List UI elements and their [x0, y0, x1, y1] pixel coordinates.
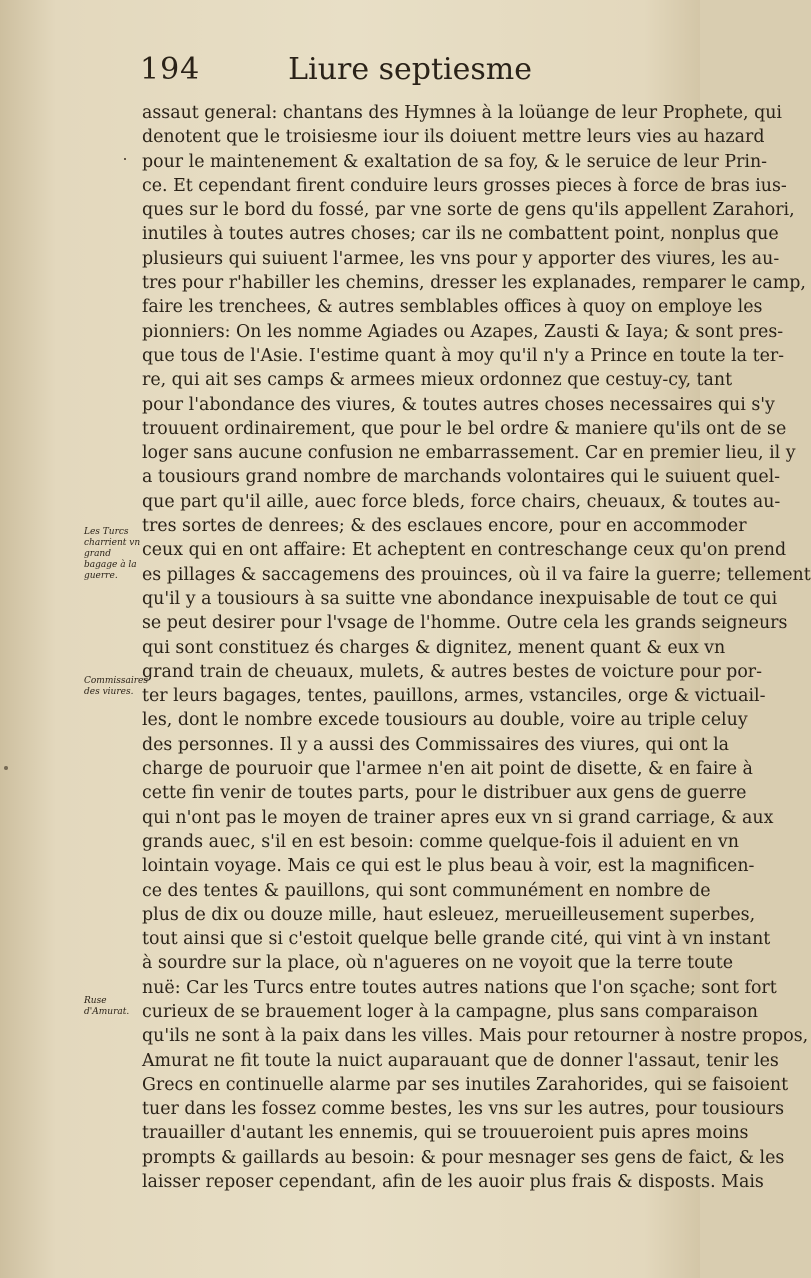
- text-line: prompts & gaillards au besoin: & pour mesnager ses gens de faict, & les: [142, 1147, 785, 1168]
- text-line: pour l'abondance des viures, & toutes autres choses necessaires qui s'y: [142, 394, 775, 415]
- text-line: tres pour r'habiller les chemins, dresser les explanades, remparer le camp,: [142, 273, 806, 294]
- text-line: que part qu'il aille, auec force bleds, force chairs, cheuaux, & toutes au-: [142, 491, 781, 512]
- text-line: des personnes. Il y a aussi des Commissaires des viures, qui ont la: [142, 734, 730, 755]
- text-line: curieux de se brauement loger à la campagne, plus sans comparaison: [142, 1001, 758, 1022]
- text-line: ter leurs bagages, tentes, pauillons, armes, vstanciles, orge & victuail-: [142, 686, 766, 707]
- text-line: loger sans aucune confusion ne embarrassement. Car en premier lieu, il y: [142, 443, 796, 464]
- text-line: charge de pouruoir que l'armee n'en ait point de disette, & en faire à: [142, 759, 753, 780]
- text-line: qui n'ont pas le moyen de trainer apres eux vn si grand carriage, & aux: [142, 807, 774, 828]
- text-line: grands auec, s'il en est besoin: comme quelque-fois il aduient en vn: [142, 831, 739, 852]
- text-line: grand train de cheuaux, mulets, & autres bestes de voicture pour por-: [142, 661, 762, 682]
- text-line: qui sont constituez és charges & dignitez, menent quant & eux vn: [142, 637, 726, 658]
- margin-note: Les Turcs charrient vn grand bagage à la guerre.: [84, 527, 141, 581]
- margin-note: Commissaires des viures.: [84, 676, 148, 697]
- text-line: laisser reposer cependant, afin de les auoir plus frais & disposts. Mais: [142, 1172, 764, 1193]
- text-line: tuer dans les fossez comme bestes, les vns sur les autres, pour tousiours: [142, 1099, 785, 1120]
- text-line: Grecs en continuelle alarme par ses inutiles Zarahorides, qui se faisoient: [142, 1074, 789, 1095]
- text-line: assaut general: chantans des Hymnes à la loüange de leur Prophete, qui: [142, 103, 782, 123]
- text-line: cette fin venir de toutes parts, pour le distribuer aux gens de guerre: [142, 783, 747, 804]
- text-line: ce des tentes & pauillons, qui sont communément en nombre de: [142, 880, 711, 901]
- text-line: ceux qui en ont affaire: Et acheptent en contreschange ceux qu'on prend: [142, 540, 787, 561]
- text-line: plus de dix ou douze mille, haut esleuez, merueilleusement superbes,: [142, 904, 756, 925]
- text-line: nuë: Car les Turcs entre toutes autres nations que l'on sçache; sont fort: [142, 977, 777, 998]
- text-line: trauailler d'autant les ennemis, qui se trouueroient puis apres moins: [142, 1123, 749, 1144]
- ink-speck: [4, 766, 8, 770]
- text-line: plusieurs qui suiuent l'armee, les vns pour y apporter des viures, les au-: [142, 248, 780, 269]
- body-text: [142, 101, 811, 1194]
- text-line: à sourdre sur la place, où n'agueres on ne voyoit que la terre toute: [142, 953, 734, 974]
- text-line: que tous de l'Asie. I'estime quant à moy qu'il n'y a Prince en toute la ter-: [142, 345, 785, 366]
- text-line: es pillages & saccagemens des prouinces, où il va faire la guerre; tellement: [142, 564, 811, 585]
- text-line: a tousiours grand nombre de marchands volontaires qui le suiuent quel-: [142, 467, 781, 488]
- text-line: qu'il y a tousiours à sa suitte vne abondance inexpuisable de tout ce qui: [142, 588, 778, 609]
- text-line: re, qui ait ses camps & armees mieux ordonnez que cestuy-cy, tant: [142, 370, 733, 391]
- text-line: denotent que le troisiesme iour ils doiuent mettre leurs vies au hazard: [142, 127, 765, 148]
- ink-speck: [124, 158, 126, 160]
- text-line: inutiles à toutes autres choses; car ils ne combattent point, nonplus que: [142, 224, 779, 245]
- text-line: tout ainsi que si c'estoit quelque belle grande cité, qui vint à vn instant: [142, 929, 771, 950]
- text-line: ce. Et cependant firent conduire leurs grosses pieces à force de bras ius-: [142, 175, 787, 196]
- running-title: Liure septiesme: [288, 52, 532, 87]
- page-header: [140, 52, 532, 92]
- text-line: Amurat ne fit toute la nuict auparauant que de donner l'assaut, tenir les: [142, 1050, 779, 1071]
- text-line: qu'ils ne sont à la paix dans les villes. Mais pour retourner à nostre propos,: [142, 1026, 809, 1047]
- text-line: pour le maintenement & exaltation de sa foy, & le seruice de leur Prin-: [142, 151, 768, 172]
- text-line: les, dont le nombre excede tousiours au double, voire au triple celuy: [142, 710, 748, 731]
- margin-note: Ruse d'Amurat.: [84, 996, 130, 1017]
- text-line: pionniers: On les nomme Agiades ou Azapes, Zausti & Iaya; & sont pres-: [142, 321, 784, 342]
- text-line: faire les trenchees, & autres semblables offices à quoy on employe les: [142, 297, 763, 318]
- text-line: tres sortes de denrees; & des esclaues encore, pour en accommoder: [142, 516, 747, 537]
- page-number: 194: [140, 52, 201, 87]
- text-line: ques sur le bord du fossé, par vne sorte de gens qu'ils appellent Zarahori,: [142, 200, 795, 221]
- text-line: lointain voyage. Mais ce qui est le plus beau à voir, est la magnificen-: [142, 856, 755, 877]
- text-line: se peut desirer pour l'vsage de l'homme. Outre cela les grands seigneurs: [142, 613, 788, 634]
- text-line: trouuent ordinairement, que pour le bel ordre & maniere qu'ils ont de se: [142, 418, 787, 439]
